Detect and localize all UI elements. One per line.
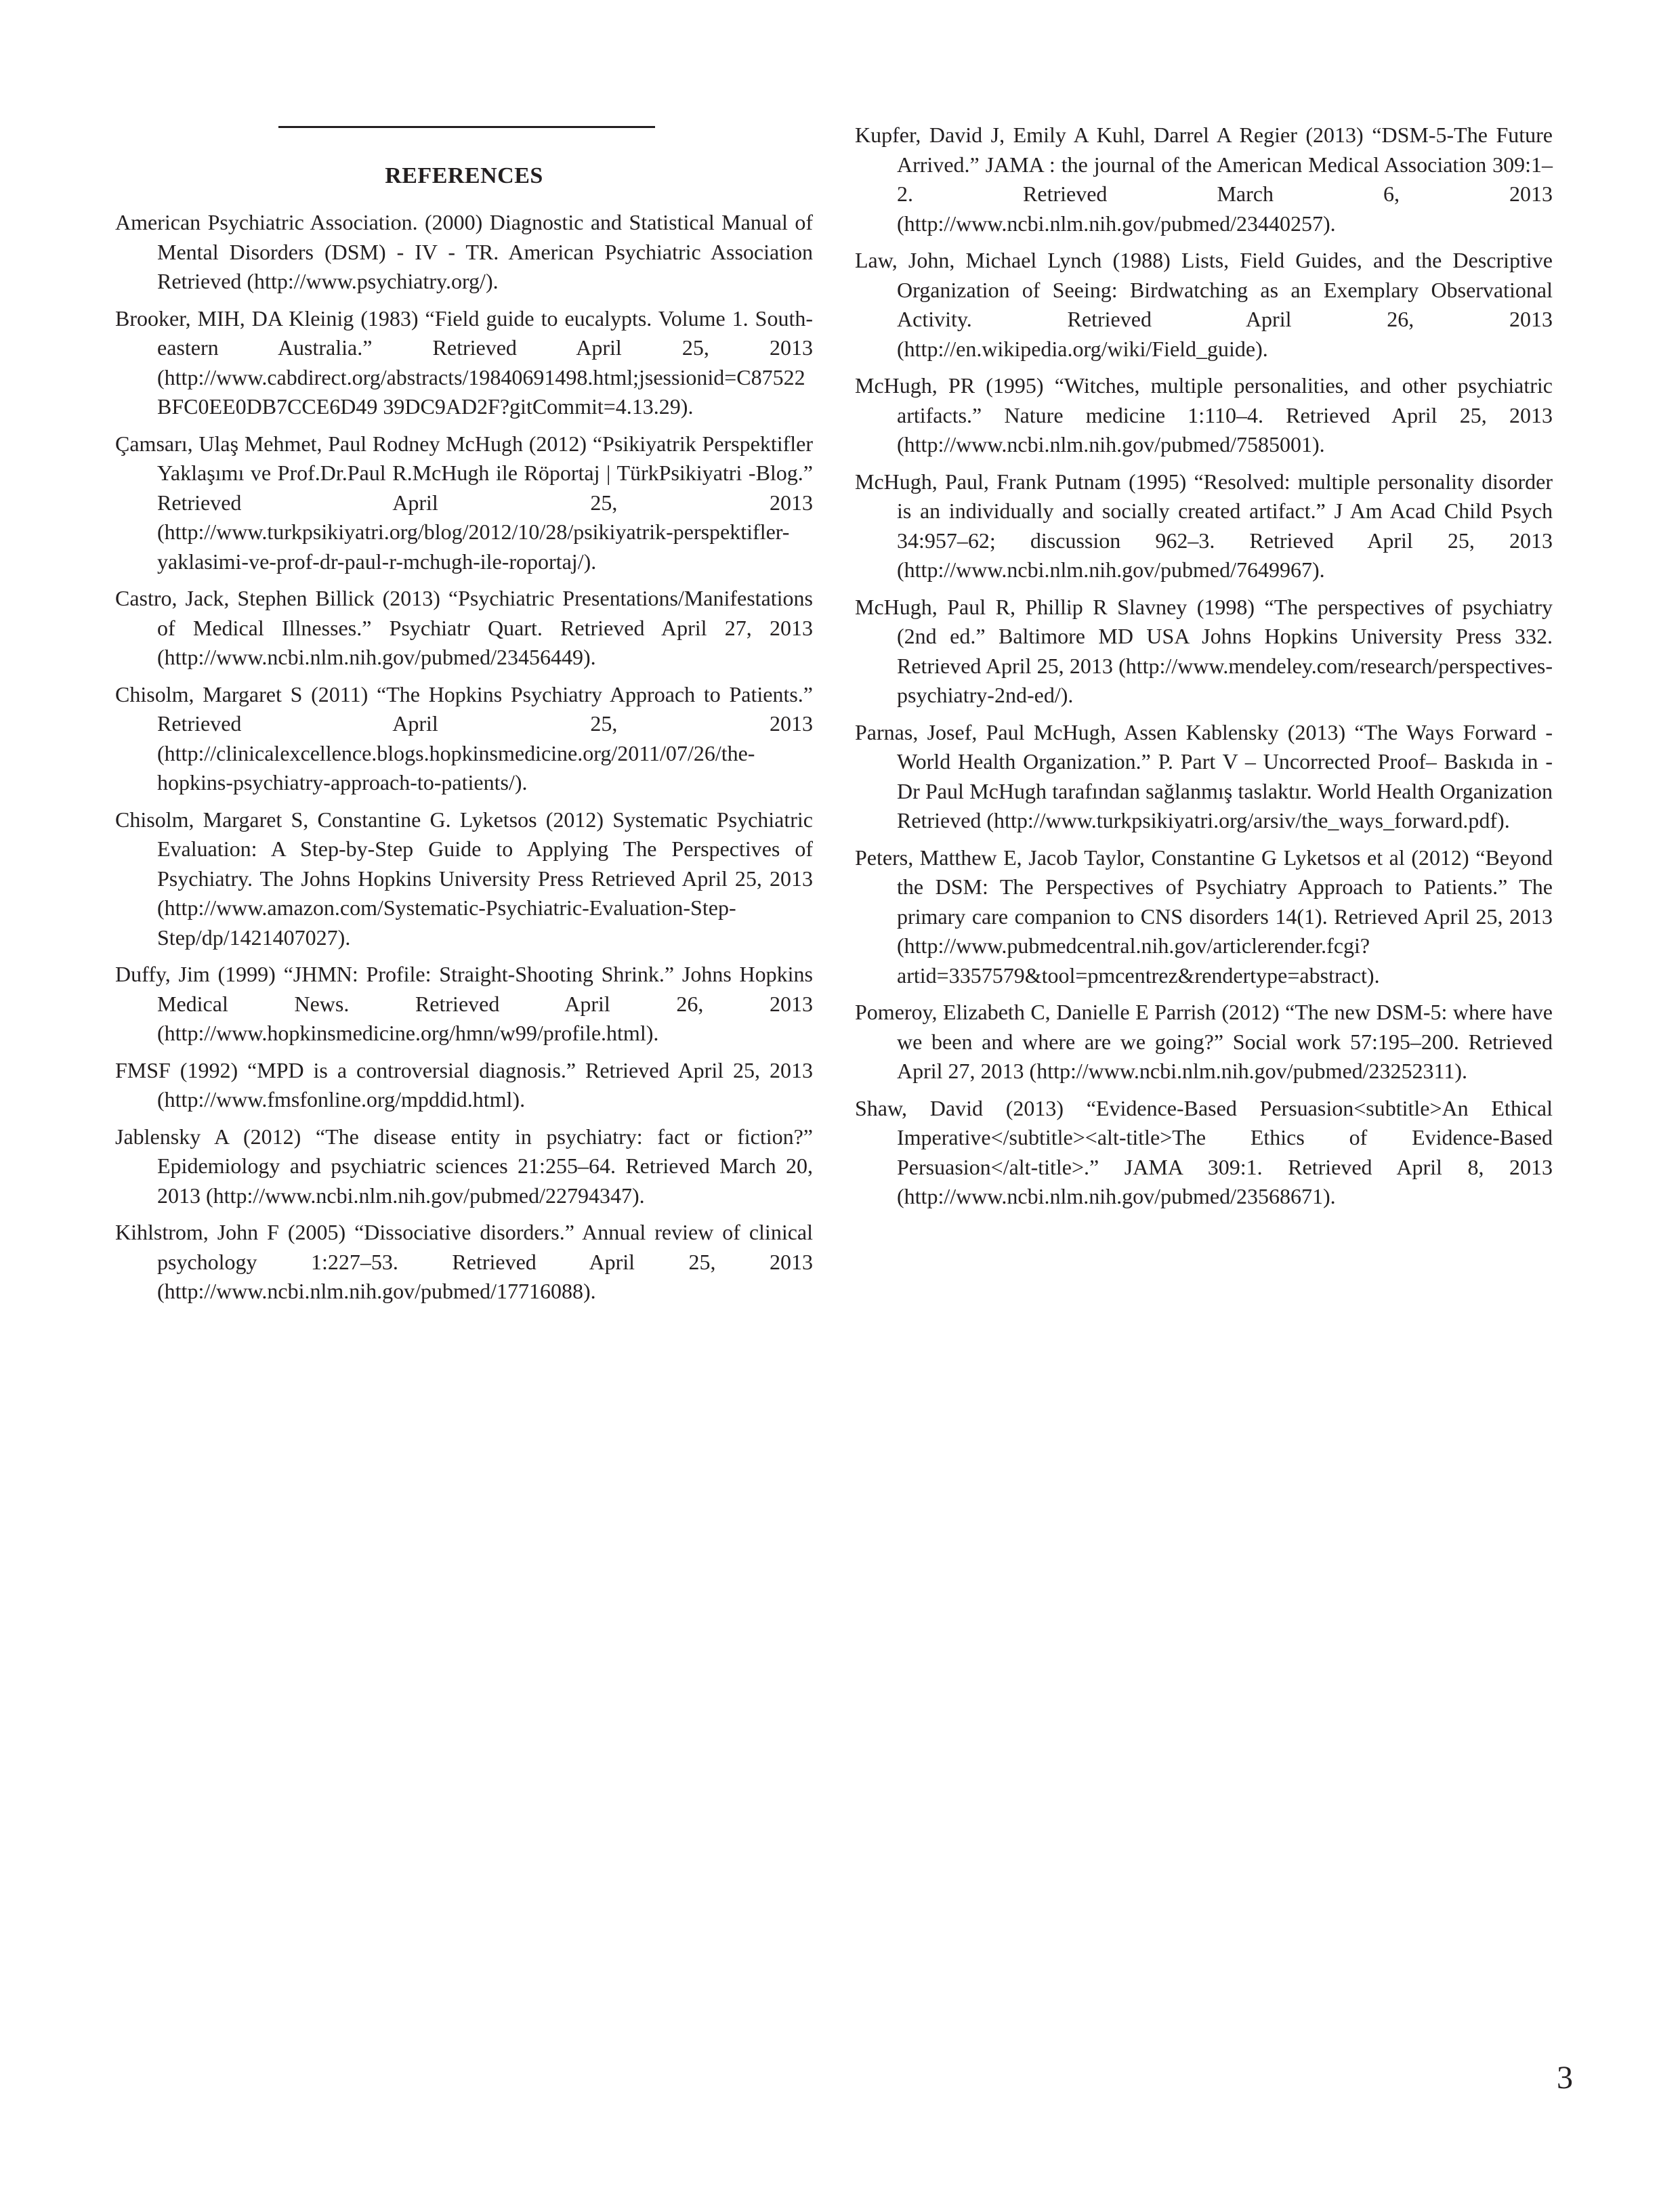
reference-entry: Jablensky A (2012) “The disease entity in psychiatry: fact or fiction?” Epidemiology and psychiatric sciences 21:255–64. Retrieved March 20, 2013 (http://www.ncbi.nlm.nih.gov/pubmed/22794347). xyxy=(115,1124,813,1208)
reference-entry: Kupfer, David J, Emily A Kuhl, Darrel A Regier (2013) “DSM-5-The Future Arrived.” JAMA : the journal of the American Medical Association 309:1–2. Retrieved March 6, 2013 (http://www.ncbi.nlm.nih.gov/pubmed/23440257). xyxy=(855,123,1553,236)
reference-entry: Castro, Jack, Stephen Billick (2013) “Psychiatric Presentations/Manifestations of Medical Illnesses.” Psychiatr Quart. Retrieved April 27, 2013 (http://www.ncbi.nlm.nih.gov/pubmed/23456449). xyxy=(115,586,813,669)
reference-entry: Parnas, Josef, Paul McHugh, Assen Kablensky (2013) “The Ways Forward - World Health Organization.” P. Part V – Uncorrected Proof– Baskıda in - Dr Paul McHugh tarafından sağlanmış taslaktır. World Health Organization Retrieved (http://www.turkpsikiyatri.org/arsiv/the_ways_forward.pdf). xyxy=(855,719,1553,832)
page-number: 3 xyxy=(1557,2060,1573,2096)
references-right-column xyxy=(855,121,1553,1219)
reference-entry: American Psychiatric Association. (2000) Diagnostic and Statistical Manual of Mental Disorders (DSM) - IV - TR. American Psychiatric Association Retrieved (http://www.psychiatry.org/). xyxy=(115,210,813,293)
references-left-column xyxy=(115,208,813,1314)
reference-entry: FMSF (1992) “MPD is a controversial diagnosis.” Retrieved April 25, 2013 (http://www.fmsfonline.org/mpddid.html). xyxy=(115,1057,813,1112)
reference-entry: McHugh, Paul, Frank Putnam (1995) “Resolved: multiple personality disorder is an individually and socially created artifact.” J Am Acad Child Psych 34:957–62; discussion 962–3. Retrieved April 25, 2013 (http://www.ncbi.nlm.nih.gov/pubmed/7649967). xyxy=(855,469,1553,582)
reference-entry: McHugh, PR (1995) “Witches, multiple personalities, and other psychiatric artifacts.” Nature medicine 1:110–4. Retrieved April 25, 2013 (http://www.ncbi.nlm.nih.gov/pubmed/7585001). xyxy=(855,373,1553,457)
reference-entry: Çamsarı, Ulaş Mehmet, Paul Rodney McHugh (2012) “Psikiyatrik Perspektifler Yaklaşımı ve Prof.Dr.Paul R.McHugh ile Röportaj | TürkPsikiyatri -Blog.” Retrieved April 25, 2013 (http://www.turkpsikiyatri.org/blog/2012/10/28/psikiyatrik-perspektifler-yaklasimi-ve-prof-dr-paul-r-mchugh-ile-roportaj/). xyxy=(115,431,813,574)
reference-entry: Kihlstrom, John F (2005) “Dissociative disorders.” Annual review of clinical psychology 1:227–53. Retrieved April 25, 2013 (http://www.ncbi.nlm.nih.gov/pubmed/17716088). xyxy=(115,1220,813,1303)
reference-entry: Pomeroy, Elizabeth C, Danielle E Parrish (2012) “The new DSM-5: where have we been and where are we going?” Social work 57:195–200. Retrieved April 27, 2013 (http://www.ncbi.nlm.nih.gov/pubmed/23252311). xyxy=(855,1000,1553,1083)
reference-entry: Chisolm, Margaret S (2011) “The Hopkins Psychiatry Approach to Patients.” Retrieved April 25, 2013 (http://clinicalexcellence.blogs.hopkinsmedicine.org/2011/07/26/the-hopkins-psychiatry-approach-to-patients/). xyxy=(115,681,813,795)
reference-entry: Law, John, Michael Lynch (1988) Lists, Field Guides, and the Descriptive Organization of Seeing: Birdwatching as an Exemplary Observational Activity. Retrieved April 26, 2013 (http://en.wikipedia.org/wiki/Field_guide). xyxy=(855,248,1553,361)
references-heading: REFERENCES xyxy=(385,163,543,188)
reference-entry: Chisolm, Margaret S, Constantine G. Lyketsos (2012) Systematic Psychiatric Evaluation: A Step-by-Step Guide to Applying The Perspectives of Psychiatry. The Johns Hopkins University Press Retrieved April 25, 2013 (http://www.amazon.com/Systematic-Psychiatric-Evaluation-Step-Step/dp/1421407027). xyxy=(115,807,813,950)
heading-rule xyxy=(278,126,655,128)
reference-entry: Shaw, David (2013) “Evidence-Based Persuasion<subtitle>An Ethical Imperative</subtitle><alt-title>The Ethics of Evidence-Based Persuasion</alt-title>.” JAMA 309:1. Retrieved April 8, 2013 (http://www.ncbi.nlm.nih.gov/pubmed/23568671). xyxy=(855,1095,1553,1208)
reference-entry: McHugh, Paul R, Phillip R Slavney (1998) “The perspectives of psychiatry (2nd ed.” Baltimore MD USA Johns Hopkins University Press 332. Retrieved April 25, 2013 (http://www.mendeley.com/research/perspectives-psychiatry-2nd-ed/). xyxy=(855,594,1553,707)
reference-entry: Peters, Matthew E, Jacob Taylor, Constantine G Lyketsos et al (2012) “Beyond the DSM: The Perspectives of Psychiatry Approach to Patients.” The primary care companion to CNS disorders 14(1). Retrieved April 25, 2013 (http://www.pubmedcentral.nih.gov/articlerender.fcgi?artid=3357579&tool=pmcentrez&rendertype=abstract). xyxy=(855,845,1553,988)
reference-entry: Brooker, MIH, DA Kleinig (1983) “Field guide to eucalypts. Volume 1. South-eastern Australia.” Retrieved April 25, 2013 (http://www.cabdirect.org/abstracts/19840691498.html;jsessionid=C87522BFC0EE0DB7CCE6D49 39DC9AD2F?gitCommit=4.13.29). xyxy=(115,305,813,419)
reference-entry: Duffy, Jim (1999) “JHMN: Profile: Straight-Shooting Shrink.” Johns Hopkins Medical News. Retrieved April 26, 2013 (http://www.hopkinsmedicine.org/hmn/w99/profile.html). xyxy=(115,962,813,1045)
